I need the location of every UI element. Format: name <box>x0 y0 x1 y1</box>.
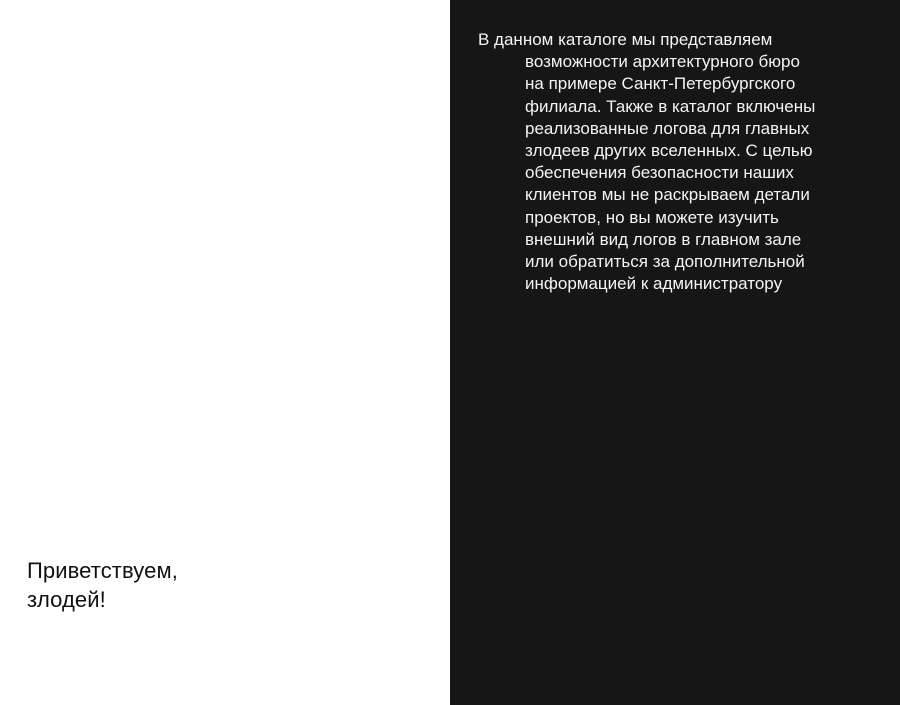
intro-line: информацией к администратору <box>525 274 783 294</box>
intro-line: филиала. Также в каталог включены <box>525 96 816 116</box>
intro-line: внешний вид логов в главном зале <box>525 229 802 249</box>
intro-line: или обратиться за дополнительной <box>525 252 805 272</box>
intro-line: злодеев других вселенных. С целью <box>525 141 813 161</box>
intro-paragraph <box>478 29 893 295</box>
intro-line: возможности архитектурного бюро <box>525 52 800 72</box>
greeting-line: Приветствуем, <box>27 558 178 583</box>
intro-line: клиентов мы не раскрываем детали <box>525 185 810 205</box>
intro-line: на примере Санкт-Петербургского <box>525 74 796 94</box>
right-page <box>450 0 900 705</box>
intro-line: реализованные логова для главных <box>525 118 810 138</box>
intro-line: обеспечения безопасности наших <box>525 163 794 183</box>
greeting-heading <box>27 556 178 614</box>
intro-line: В данном каталоге мы представляем <box>478 30 773 49</box>
greeting-line: злодей! <box>27 587 106 612</box>
intro-line: проектов, но вы можете изучить <box>525 207 779 227</box>
